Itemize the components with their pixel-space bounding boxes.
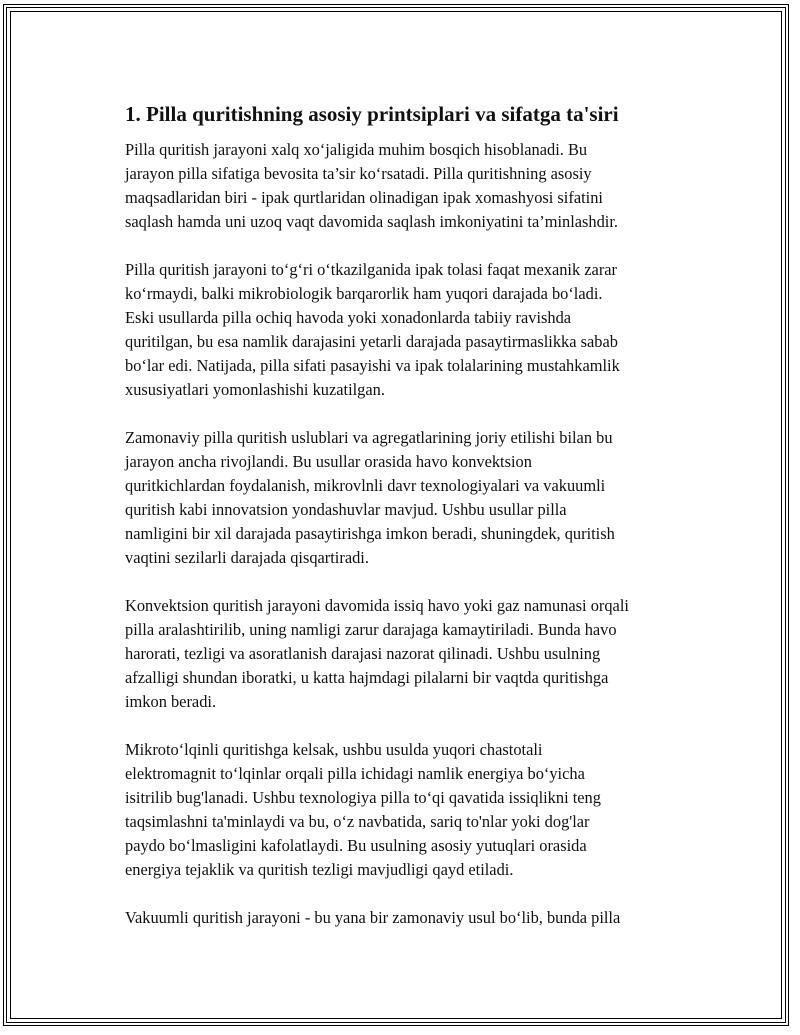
paragraph-4 bbox=[125, 594, 705, 714]
text-line: Zamonaviy pilla quritish uslublari va agregatlarining joriy etilishi bilan bu bbox=[125, 428, 613, 447]
text-line: quritilgan, bu esa namlik darajasini yetarli darajada pasaytirmaslikka sabab bbox=[125, 332, 618, 351]
text-line: Pilla quritish jarayoni to‘g‘ri o‘tkazilganida ipak tolasi faqat mexanik zarar bbox=[125, 260, 618, 279]
text-line: vaqtini sezilarli darajada qisqartiradi. bbox=[125, 548, 369, 567]
text-line: Mikroto‘lqinli quritishga kelsak, ushbu usulda yuqori chastotali bbox=[125, 740, 543, 759]
text-line: quritish kabi innovatsion yondashuvlar mavjud. Ushbu usullar pilla bbox=[125, 500, 567, 519]
text-line: pilla aralashtirilib, uning namligi zarur darajaga kamaytiriladi. Bunda havo bbox=[125, 620, 617, 639]
text-line: jarayon ancha rivojlandi. Bu usullar orasida havo konvektsion bbox=[125, 452, 532, 471]
text-line: bo‘lar edi. Natijada, pilla sifati pasayishi va ipak tolalarining mustahkamlik bbox=[125, 356, 620, 375]
text-line: energiya tejaklik va quritish tezligi mavjudligi qayd etiladi. bbox=[125, 860, 514, 879]
paragraph-5 bbox=[125, 738, 705, 882]
text-line: ko‘rmaydi, balki mikrobiologik barqarorlik ham yuqori darajada bo‘ladi. bbox=[125, 284, 603, 303]
page-border bbox=[3, 4, 789, 1026]
text-line: Konvektsion quritish jarayoni davomida issiq havo yoki gaz namunasi orqali bbox=[125, 596, 629, 615]
text-line: maqsadlaridan biri - ipak qurtlaridan olinadigan ipak xomashyosi sifatini bbox=[125, 188, 603, 207]
text-line: elektromagnit to‘lqinlar orqali pilla ichidagi namlik energiya bo‘yicha bbox=[125, 764, 585, 783]
paragraph-6 bbox=[125, 906, 705, 930]
paragraph-1 bbox=[125, 138, 705, 234]
text-line: isitrilib bug'lanadi. Ushbu texnologiya pilla to‘qi qavatida issiqlikni teng bbox=[125, 788, 601, 807]
text-line: Vakuumli quritish jarayoni - bu yana bir zamonaviy usul bo‘lib, bunda pilla bbox=[125, 908, 621, 927]
section-heading: 1. Pilla quritishning asosiy printsiplari va sifatga ta'siri bbox=[125, 102, 619, 126]
paragraph-3 bbox=[125, 426, 705, 570]
text-line: harorati, tezligi va asoratlanish darajasi nazorat qilinadi. Ushbu usulning bbox=[125, 644, 601, 663]
text-line: namligini bir xil darajada pasaytirishga imkon beradi, shuningdek, quritish bbox=[125, 524, 615, 543]
text-line: jarayon pilla sifatiga bevosita ta’sir ko‘rsatadi. Pilla quritishning asosiy bbox=[125, 164, 592, 183]
text-line: paydo bo‘lmasligini kafolatlaydi. Bu usulning asosiy yutuqlari orasida bbox=[125, 836, 587, 855]
text-line: xususiyatlari yomonlashishi kuzatilgan. bbox=[125, 380, 385, 399]
paragraph-2 bbox=[125, 258, 705, 402]
text-line: Eski usullarda pilla ochiq havoda yoki xonadonlarda tabiiy ravishda bbox=[125, 308, 572, 327]
text-line: afzalligi shundan iboratki, u katta hajmdagi pilalarni bir vaqtda quritishga bbox=[125, 668, 609, 687]
text-line: saqlash hamda uni uzoq vaqt davomida saqlash imkoniyatini ta’minlashdir. bbox=[125, 212, 618, 231]
text-line: quritkichlardan foydalanish, mikrovlnli davr texnologiyalari va vakuumli bbox=[125, 476, 606, 495]
text-line: taqsimlashni ta'minlaydi va bu, o‘z navbatida, sariq to'nlar yoki dog'lar bbox=[125, 812, 590, 831]
text-line: Pilla quritish jarayoni xalq xo‘jaligida muhim bosqich hisoblanadi. Bu bbox=[125, 140, 588, 159]
text-line: imkon beradi. bbox=[125, 692, 217, 711]
document-body bbox=[125, 100, 705, 954]
